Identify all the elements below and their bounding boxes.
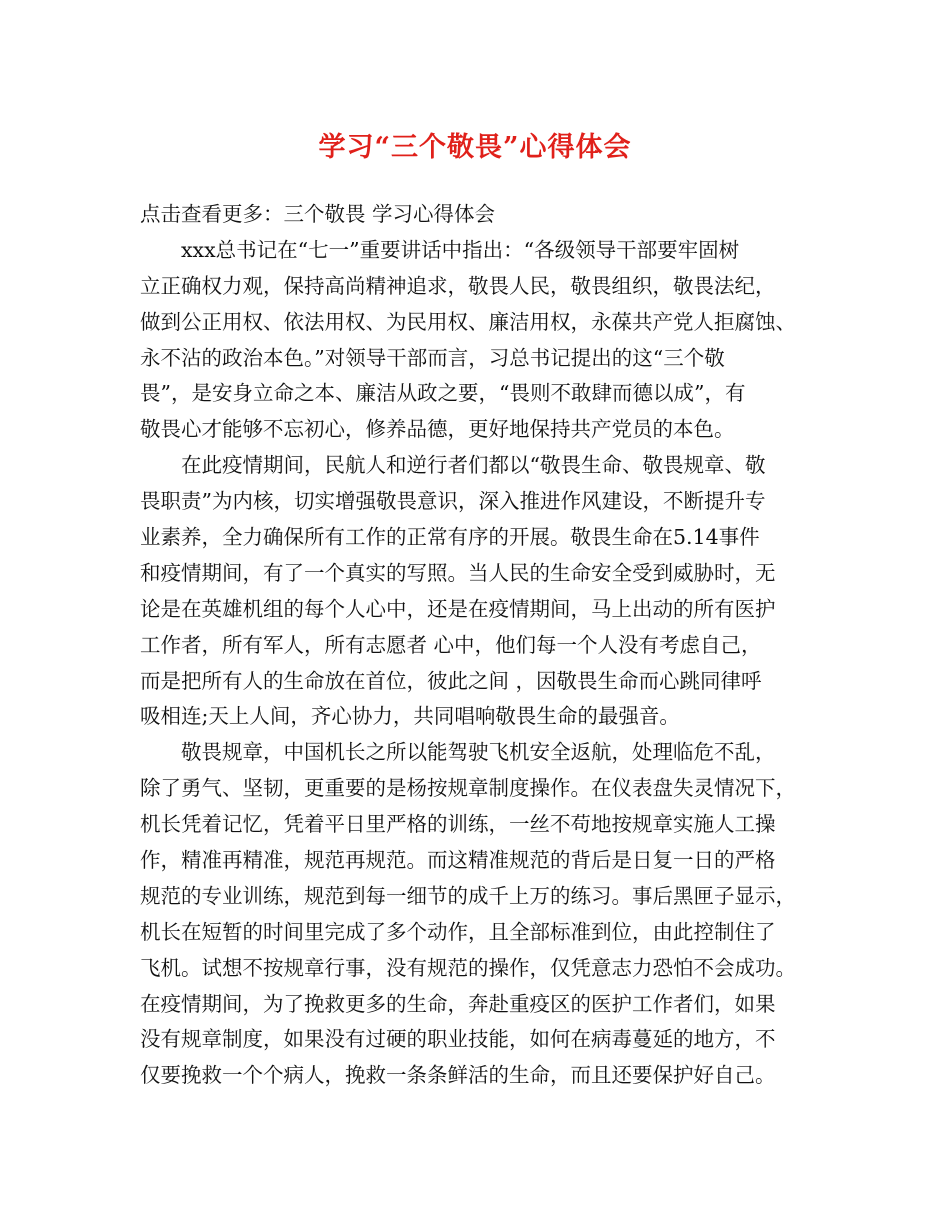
paragraph-2-line: 和疫情期间，有了一个真实的写照。当人民的生命安全受到威胁时，无 bbox=[140, 560, 776, 585]
paragraph-1-line: 畏”，是安身立命之本、廉洁从政之要，“畏则不敢肆而德以成”，有 bbox=[140, 381, 746, 406]
paragraph-1-line: 立正确权力观，保持高尚精神追求，敬畏人民，敬畏组织，敬畏法纪， bbox=[140, 273, 776, 298]
paragraph-3-line: 除了勇气、坚韧，更重要的是杨按规章制度操作。在仪表盘失灵情况下， bbox=[140, 776, 796, 801]
paragraph-2-line: 在此疫情期间，民航人和逆行者们都以“敬畏生命、敬畏规章、敬 bbox=[181, 453, 766, 478]
paragraph-3-line: 机长凭着记忆，凭着平日里严格的训练，一丝不苟地按规章实施人工操 bbox=[140, 812, 776, 837]
paragraph-3-line: 在疫情期间，为了挽救更多的生命，奔赴重疫区的医护工作者们，如果 bbox=[140, 991, 776, 1016]
paragraph-2-line: 而是把所有人的生命放在首位，彼此之间 ，因敬畏生命而心跳同律呼 bbox=[140, 668, 762, 693]
paragraph-1-line: xxx总书记在“七一”重要讲话中指出：“各级领导干部要牢固树 bbox=[181, 237, 740, 262]
document-body bbox=[140, 197, 820, 1094]
paragraph-1-line: 永不沾的政治本色。”对领导干部而言，习总书记提出的这“三个敬 bbox=[140, 345, 725, 370]
more-label: 点击查看更多： bbox=[140, 202, 284, 226]
paragraph-2-line: 畏职责”为内核，切实增强敬畏意识，深入推进作风建设，不断提升专 bbox=[140, 489, 766, 514]
paragraph-2-line: 论是在英雄机组的每个人心中，还是在疫情期间，马上出动的所有医护 bbox=[140, 596, 776, 621]
paragraph-3-line: 作，精准再精准，规范再规范。而这精准规范的背后是日复一日的严格 bbox=[140, 848, 776, 873]
paragraph-2-line: 吸相连;天上人间，齐心协力，共同唱响敬畏生命的最强音。 bbox=[140, 704, 680, 729]
paragraph-1-line: 敬畏心才能够不忘初心，修养品德，更好地保持共产党员的本色。 bbox=[140, 417, 735, 442]
paragraph-3-line: 没有规章制度，如果没有过硬的职业技能，如何在病毒蔓延的地方，不 bbox=[140, 1027, 776, 1052]
paragraph-3-line: 仅要挽救一个个病人，挽救一条条鲜活的生命，而且还要保护好自己。 bbox=[140, 1063, 776, 1088]
paragraph-3-line: 飞机。试想不按规章行事，没有规范的操作，仅凭意志力恐怕不会成功。 bbox=[140, 955, 796, 980]
paragraph-2-line: 业素养，全力确保所有工作的正常有序的开展。敬畏生命在5.14事件 bbox=[140, 525, 760, 550]
more-links-row bbox=[140, 197, 820, 233]
paragraph-3-line: 规范的专业训练，规范到每一细节的成千上万的练习。事后黑匣子显示， bbox=[140, 883, 796, 908]
more-link-study-notes[interactable]: 学习心得体会 bbox=[372, 202, 496, 226]
paragraph-2-line: 工作者，所有军人，所有志愿者 心中，他们每一个人没有考虑自己， bbox=[140, 632, 762, 657]
paragraph-1-line: 做到公正用权、依法用权、为民用权、廉洁用权，永葆共产党人拒腐蚀、 bbox=[140, 309, 796, 334]
paragraph-3-line: 敬畏规章，中国机长之所以能驾驶飞机安全返航，处理临危不乱， bbox=[181, 740, 776, 765]
more-link-three-awe[interactable]: 三个敬畏 bbox=[283, 202, 366, 226]
document-title: 学习“三个敬畏”心得体会 bbox=[318, 132, 632, 163]
paragraph-3-line: 机长在短暂的时间里完成了多个动作，且全部标准到位，由此控制住了 bbox=[140, 919, 776, 944]
